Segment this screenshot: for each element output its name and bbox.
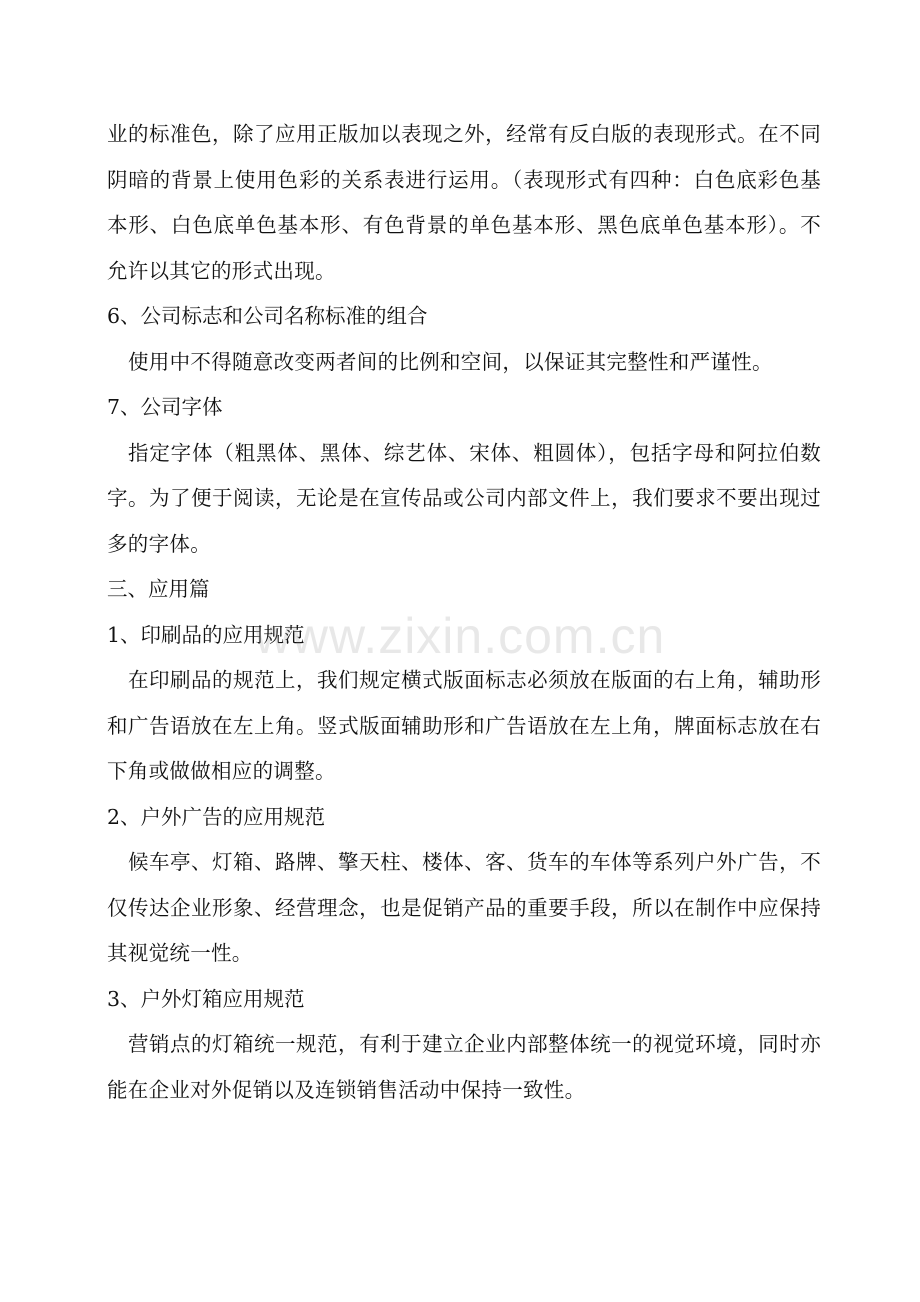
paragraph-standard-color: 业的标准色，除了应用正版加以表现之外，经常有反白版的表现形式。在不同阴暗的背景上使用色彩的关系表进行运用。（表现形式有四种：白色底彩色基本形、白色底单色基本形、有色背景的单色基本形、黑色底单色基本形）。不允许以其它的形式出现。 — [107, 122, 821, 283]
document-body — [107, 112, 821, 1113]
heading-logo-name-combination: 6、公司标志和公司名称标准的组合 — [107, 304, 428, 328]
heading-company-font: 7、公司字体 — [107, 395, 223, 419]
heading-application-section: 三、应用篇 — [107, 577, 210, 601]
paragraph-logo-name-combination: 使用中不得随意改变两者间的比例和空间，以保证其完整性和严谨性。 — [128, 349, 773, 374]
paragraph-company-font: 指定字体（粗黑体、黑体、综艺体、宋体、粗圆体），包括字母和阿拉伯数字。为了便于阅读，无论是在宣传品或公司内部文件上，我们要求不要出现过多的字体。 — [107, 440, 821, 556]
heading-outdoor-lightbox: 3、户外灯箱应用规范 — [107, 986, 305, 1011]
paragraph-print-application: 在印刷品的规范上，我们规定横式版面标志必须放在版面的右上角，辅助形和广告语放在左上角。竖式版面辅助形和广告语放在左上角，牌面标志放在右下角或做做相应的调整。 — [107, 668, 821, 783]
watermark: www.zixin.com.cn — [254, 608, 666, 664]
heading-print-application: 1、印刷品的应用规范 — [107, 622, 305, 647]
heading-outdoor-ads: 2、户外广告的应用规范 — [107, 804, 326, 829]
paragraph-outdoor-ads: 候车亭、灯箱、路牌、擎天柱、楼体、客、货车的车体等系列户外广告，不仅传达企业形象、经营理念，也是促销产品的重要手段，所以在制作中应保持其视觉统一性。 — [107, 850, 821, 965]
paragraph-outdoor-lightbox: 营销点的灯箱统一规范，有利于建立企业内部整体统一的视觉环境，同时亦能在企业对外促销以及连锁销售活动中保持一致性。 — [107, 1032, 821, 1102]
